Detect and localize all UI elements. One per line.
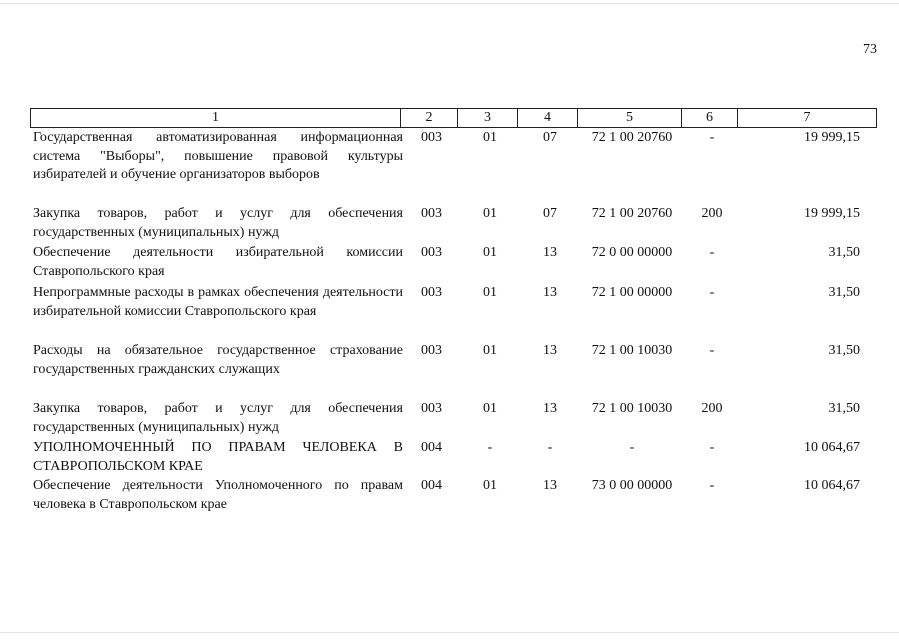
- header-col-7: 7: [738, 109, 877, 128]
- budget-table-body: [30, 127, 876, 515]
- header-col-4: 4: [518, 109, 578, 128]
- row-section-code: -: [487, 440, 493, 455]
- table-row: [30, 475, 876, 515]
- table-row: [30, 340, 876, 398]
- row-expense-type: -: [709, 285, 715, 300]
- row-expense-type: -: [709, 245, 715, 260]
- row-subsection-code: 13: [543, 478, 557, 493]
- row-amount: 10 064,67: [804, 478, 860, 493]
- column-number-header: [30, 108, 877, 128]
- row-expense-type: 200: [701, 206, 723, 221]
- row-section-code: 01: [483, 245, 497, 260]
- header-col-3: 3: [458, 109, 518, 128]
- row-subsection-code: 13: [543, 401, 557, 416]
- row-ministry-code: 003: [421, 285, 442, 300]
- row-ministry-code: 003: [421, 206, 442, 221]
- row-name-cell: УПОЛНОМОЧЕННЫЙ ПО ПРАВАМ ЧЕЛОВЕКА В СТАВРОПОЛЬСКОМ КРАЕ: [33, 440, 403, 474]
- row-name-cell: Государственная автоматизированная информационная система "Выборы", повышение правовой культуры избирателей и обучение организаторов выборов: [33, 130, 403, 182]
- row-amount: 31,50: [828, 343, 860, 358]
- row-expense-type: -: [709, 440, 715, 455]
- row-subsection-code: 13: [543, 285, 557, 300]
- table-row: [30, 398, 876, 437]
- row-target-article: 72 0 00 00000: [591, 245, 673, 260]
- row-name-cell: Закупка товаров, работ и услуг для обеспечения государственных (муниципальных) нужд: [33, 206, 403, 240]
- header-col-6: 6: [682, 109, 738, 128]
- header-col-1: 1: [31, 109, 401, 128]
- table-row: [30, 127, 876, 203]
- row-target-article: 73 0 00 00000: [591, 478, 673, 493]
- row-ministry-code: 004: [421, 440, 442, 455]
- row-amount: 19 999,15: [804, 206, 860, 221]
- row-section-code: 01: [483, 206, 497, 221]
- row-ministry-code: 003: [421, 130, 442, 145]
- row-ministry-code: 003: [421, 343, 442, 358]
- row-name-cell: Непрограммные расходы в рамках обеспечения деятельности избирательной комиссии Ставропольского края: [33, 285, 403, 319]
- row-section-code: 01: [483, 130, 497, 145]
- row-name-cell: Обеспечение деятельности избирательной комиссии Ставропольского края: [33, 245, 403, 279]
- row-section-code: 01: [483, 285, 497, 300]
- row-target-article: 72 1 00 20760: [591, 130, 673, 145]
- row-target-article: 72 1 00 10030: [591, 343, 673, 358]
- row-amount: 31,50: [828, 285, 860, 300]
- row-amount: 10 064,67: [804, 440, 860, 455]
- row-amount: 31,50: [828, 245, 860, 260]
- row-subsection-code: 13: [543, 245, 557, 260]
- table-row: [30, 437, 876, 475]
- row-target-article: 72 1 00 10030: [591, 401, 673, 416]
- row-expense-type: -: [709, 130, 715, 145]
- row-expense-type: -: [709, 478, 715, 493]
- table-row: [30, 203, 876, 242]
- row-subsection-code: 07: [543, 206, 557, 221]
- row-section-code: 01: [483, 401, 497, 416]
- row-expense-type: 200: [701, 401, 723, 416]
- row-ministry-code: 003: [421, 245, 442, 260]
- header-col-5: 5: [578, 109, 682, 128]
- row-name-cell: Расходы на обязательное государственное страхование государственных гражданских служащих: [33, 343, 403, 377]
- row-target-article: -: [629, 440, 635, 455]
- scan-edge-bottom: [0, 632, 899, 633]
- table-row: [30, 242, 876, 282]
- row-name-cell: Обеспечение деятельности Уполномоченного по правам человека в Ставропольском крае: [33, 478, 403, 512]
- row-section-code: 01: [483, 343, 497, 358]
- row-amount: 31,50: [828, 401, 860, 416]
- row-ministry-code: 003: [421, 401, 442, 416]
- row-section-code: 01: [483, 478, 497, 493]
- row-subsection-code: 07: [543, 130, 557, 145]
- row-amount: 19 999,15: [804, 130, 860, 145]
- row-target-article: 72 1 00 00000: [591, 285, 673, 300]
- row-ministry-code: 004: [421, 478, 442, 493]
- scan-edge-top: [0, 3, 899, 4]
- row-subsection-code: 13: [543, 343, 557, 358]
- row-expense-type: -: [709, 343, 715, 358]
- header-col-2: 2: [401, 109, 458, 128]
- row-name-cell: Закупка товаров, работ и услуг для обеспечения государственных (муниципальных) нужд: [33, 401, 403, 435]
- table-row: [30, 282, 876, 340]
- row-subsection-code: -: [547, 440, 553, 455]
- row-target-article: 72 1 00 20760: [591, 206, 673, 221]
- page-number: 73: [863, 42, 877, 57]
